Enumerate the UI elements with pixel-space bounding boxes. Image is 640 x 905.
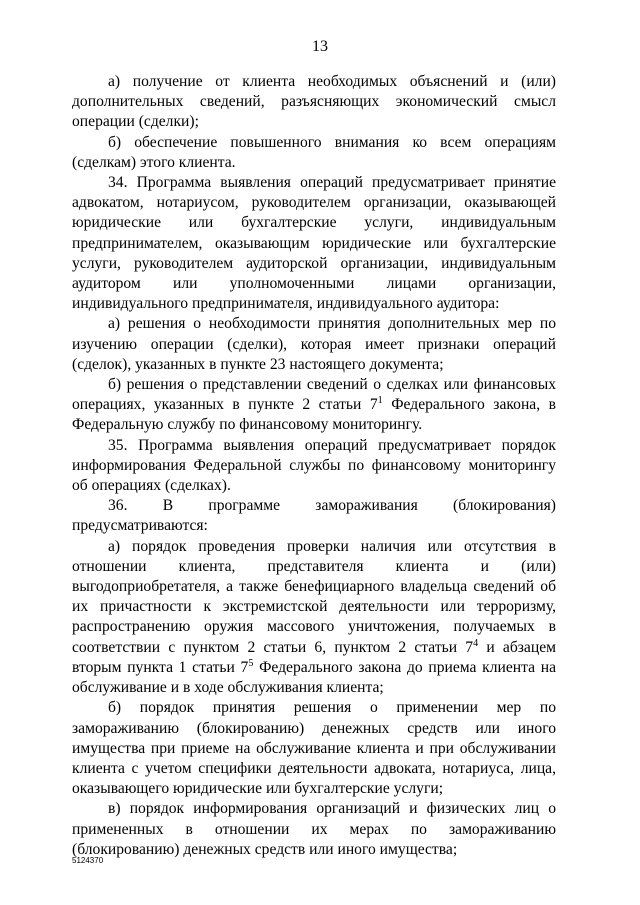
superscript: 4 bbox=[473, 637, 479, 649]
paragraph-p-35 bbox=[72, 436, 556, 497]
paragraph-p-36 bbox=[72, 496, 556, 536]
paragraph-text: б) обеспечение повышенного внимания ко всем операциям (сделкам) этого клиента. bbox=[72, 133, 556, 171]
paragraph-text: а) получение от клиента необходимых объяснений и (или) дополнительных сведений, разъясняющих экономический смысл операции (сделки); bbox=[72, 73, 556, 131]
paragraph-p-b1 bbox=[72, 133, 556, 173]
paragraph-p-a1 bbox=[72, 72, 556, 133]
paragraph-text: 36. В программе замораживания (блокирования) предусматриваются: bbox=[72, 497, 556, 535]
page-number: 13 bbox=[312, 38, 328, 55]
paragraph-text: Федерального закона до приема клиента на обслуживание и в ходе обслуживания клиента; bbox=[72, 658, 556, 697]
paragraph-text: 35. Программа выявления операций предусматривает порядок информирования Федеральной службы по финансовому мониторингу об операциях (сделках). bbox=[72, 436, 556, 495]
paragraph-p-36c bbox=[72, 799, 556, 860]
paragraph-text: а) порядок проведения проверки наличия или отсутствия в отношении клиента, представителя клиента и (или) выгодоприобретателя, а также бенефициарного владельца сведений об их причастности к экстремистской деятельности или терроризму, распространению оружия массового уничтожения, получаемых в соответствии с пунктом 2 статьи 6, пунктом 2 статьи 7 bbox=[72, 537, 556, 656]
paragraph-p-34a bbox=[72, 314, 556, 375]
superscript: 1 bbox=[377, 395, 383, 407]
paragraph-text: в) порядок информирования организаций и физических лиц о примененных в отношении их мерах по замораживанию (блокированию) денежных средств или иного имущества; bbox=[72, 800, 556, 858]
paragraph-text: и абзацем вторым пункта 1 статьи 7 bbox=[72, 638, 556, 676]
paragraph-text: Федерального закона, в Федеральную службу по финансовому мониторингу. bbox=[72, 396, 556, 434]
paragraph-p-34b bbox=[72, 375, 556, 436]
document-code: 5124370 bbox=[72, 856, 104, 865]
paragraph-text: 34. Программа выявления операций предусматривает принятие адвокатом, нотариусом, руководителем организации, оказывающей юридические или бухгалтерские услуги, индивидуальным предпринимателем, оказывающим юридические или бухгалтерские услуги, руководителем аудиторской организации, индивидуальным аудитором или уполномоченными лицами организации, индивидуального предпринимателя, индивидуального аудитора: bbox=[72, 174, 556, 313]
paragraph-p-34 bbox=[72, 173, 556, 314]
document-body bbox=[72, 72, 556, 860]
paragraph-p-36b bbox=[72, 698, 556, 799]
paragraph-text: б) порядок принятия решения о применении мер по замораживанию (блокированию) денежных средств или иного имущества при приеме на обслуживание клиента и при обслуживании клиента с учетом специфики деятельности адвоката, нотариуса, лица, оказывающего юридические или бухгалтерские услуги; bbox=[72, 699, 556, 798]
paragraph-text: а) решения о необходимости принятия дополнительных мер по изучению операции (сделки), которая имеет признаки операций (сделок), указанных в пункте 23 настоящего документа; bbox=[72, 315, 556, 373]
paragraph-text: б) решения о представлении сведений о сделках или финансовых операциях, указанных в пункте 2 статьи 7 bbox=[72, 376, 556, 414]
paragraph-p-36a bbox=[72, 537, 556, 699]
superscript: 5 bbox=[248, 657, 254, 669]
